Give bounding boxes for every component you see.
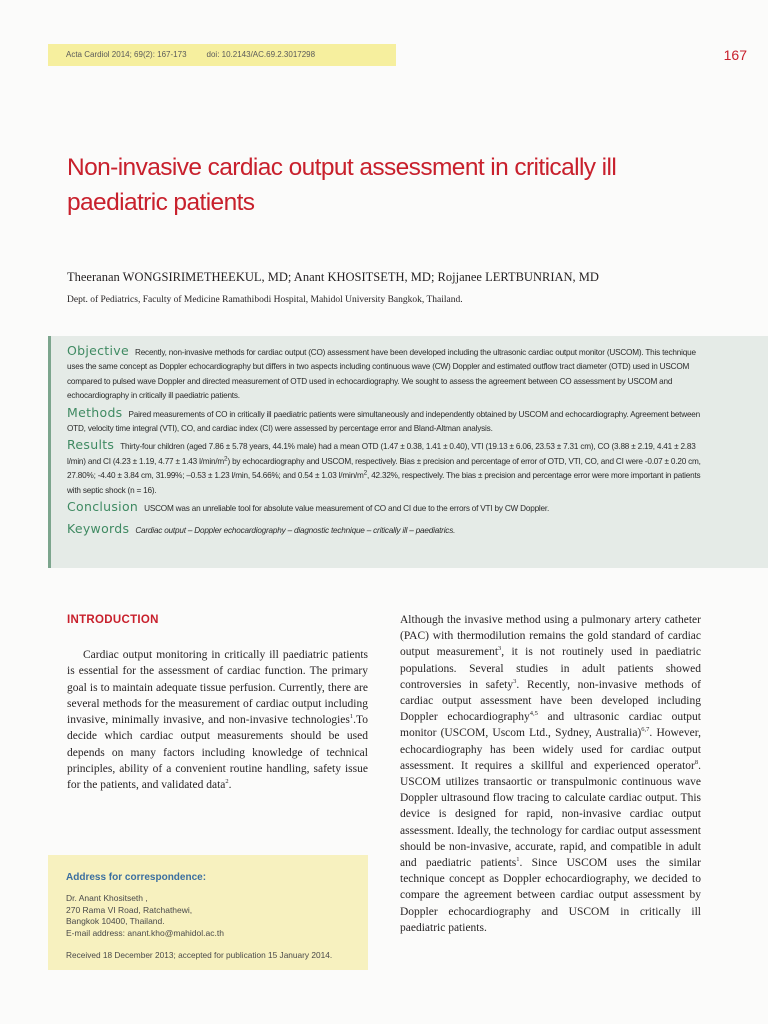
- introduction-left-column: [67, 647, 368, 794]
- results-superscript-2: 2: [363, 469, 368, 477]
- results-heading: Results: [67, 437, 115, 453]
- introduction-text: Cardiac output monitoring in critically ill paediatric patients is essential for the assessment of cardiac function. The primary goal is to maintain adequate tissue perfusion. Currently, there are several methods for the measurement of cardiac output including invasive, minimally invasive, and non-invasive technologies: [67, 649, 368, 727]
- abstract-content: [67, 344, 703, 541]
- results-text-2: ) by echocardiography and USCOM, respectively. Bias ± precision and percentage of error of OTD, VTI, CO, and CI were -0.07 ± 0.20 cm, 27.80%; -4.40 ± 3.84 cm, 31.99%; –0.53 ± 1.23 l/min, 54.66%; and 0.54 ± 1.03 l/min/m: [67, 456, 701, 481]
- reference-marker[interactable]: 3: [513, 677, 517, 685]
- introduction-text: . However, echocardiography has been widely used for cardiac output assessment. It requires a skillful and experienced operator: [400, 727, 702, 772]
- author-list: Theeranan WONGSIRIMETHEEKUL, MD; Anant KHOSITSETH, MD; Rojjanee LERTBUNRIAN, MD: [67, 270, 599, 284]
- correspondence-street: 270 Rama VI Road, Ratchathewi,: [66, 904, 193, 915]
- article-title: Non-invasive cardiac output assessment in critically ill paediatric patients: [67, 154, 617, 216]
- reference-marker[interactable]: 3: [498, 645, 502, 653]
- methods-heading: Methods: [67, 404, 123, 420]
- results-text-3: , 42.32%, respectively. The bias ± precision and percentage error were more important in patients with septic shock (n = 16).: [67, 471, 701, 495]
- reference-marker[interactable]: 2: [225, 778, 229, 786]
- correspondence-email[interactable]: E-mail address: anant.kho@mahidol.ac.th: [66, 927, 224, 938]
- author-affiliation: Dept. of Pediatrics, Faculty of Medicine Ramathibodi Hospital, Mahidol University Bangkok, Thailand.: [67, 295, 463, 305]
- introduction-text: . Recently, non-invasive methods of cardiac output assessment have been developed including Doppler echocardiography: [400, 678, 701, 724]
- correspondence-address: [66, 893, 366, 939]
- journal-reference: [66, 50, 315, 59]
- objective-heading: Objective: [67, 343, 129, 358]
- received-date: Received 18 December 2013; accepted for publication 15 January 2014.: [66, 950, 333, 960]
- abstract-box: [48, 336, 768, 568]
- correspondence-city: Bangkok 10400, Thailand.: [66, 916, 165, 926]
- methods-text: Paired measurements of CO in critically ill paediatric patients were simultaneously and independently obtained by USCOM and echocardiography. Agreement between OTD, velocity time integral (VTI), CO, and cardiac index (CI) were assessed by percentage error and Bland-Altman analysis.: [67, 409, 701, 434]
- correspondence-box: [48, 855, 368, 970]
- introduction-text: .To decide which cardiac output measurements should be used depends on many factors including knowledge of technical principles, ability of a convenient routine handling, safety issue for the patients, and validated data: [67, 714, 368, 792]
- abstract-methods: [67, 406, 703, 437]
- introduction-text: .: [228, 779, 232, 792]
- doi-link[interactable]: doi: 10.2143/AC.69.2.3017298: [206, 50, 316, 59]
- keywords-text: Cardiac output – Doppler echocardiography – diagnostic technique – critically ill – paediatrics.: [135, 526, 456, 536]
- correspondence-heading: Address for correspondence:: [66, 872, 207, 883]
- abstract-keywords: [67, 522, 703, 538]
- reference-marker[interactable]: 1: [349, 713, 354, 721]
- keywords-heading: Keywords: [67, 521, 130, 537]
- introduction-text: Although the invasive method using a pulmonary artery catheter (PAC) with thermodilution remains the gold standard of cardiac output measurement: [400, 614, 701, 659]
- results-superscript-1: 2: [224, 455, 228, 463]
- reference-marker[interactable]: 6,7: [641, 726, 650, 734]
- correspondence-name: Dr. Anant Khositseth ,: [66, 893, 148, 903]
- abstract-objective: [67, 344, 703, 404]
- introduction-text: and ultrasonic cardiac output monitor (USCOM, Uscom Ltd., Sydney, Australia): [400, 711, 701, 740]
- reference-marker[interactable]: 1: [516, 856, 520, 864]
- introduction-paragraph: [67, 647, 368, 794]
- introduction-right-column: [400, 612, 701, 936]
- reference-marker[interactable]: 8: [694, 759, 699, 766]
- introduction-text: , it is not routinely used in paediatric populations. Several studies in adult patients showed controversies in safety: [400, 646, 701, 691]
- conclusion-text: USCOM was an unreliable tool for absolute value measurement of CO and CI due to the errors of VTI by CW Doppler.: [144, 504, 550, 514]
- journal-citation: Acta Cardiol 2014; 69(2): 167-173: [66, 50, 187, 59]
- conclusion-heading: Conclusion: [67, 499, 139, 515]
- page-number: 167: [723, 47, 747, 63]
- reference-marker[interactable]: 4,5: [529, 710, 538, 718]
- objective-text: Recently, non-invasive methods for cardiac output (CO) assessment have been developed including the ultrasonic cardiac output monitor (USCOM). This technique uses the same concept as Doppler echocardiography but differs in two aspects including continuous wave (CW) Doppler and estimated outflow tract diameter (OTD) used in USCOM compared to pulsed wave Doppler and directed measurement of OTD used in echocardiography. We sought to assess the agreement between CO assessment by USCOM and echocardiography in critically ill paediatric patients.: [67, 348, 696, 401]
- introduction-paragraph: [400, 612, 701, 936]
- abstract-results: [67, 438, 703, 498]
- abstract-conclusion: [67, 500, 703, 516]
- introduction-heading: INTRODUCTION: [67, 614, 159, 626]
- introduction-text: . USCOM utilizes transaortic or transpulmonic continuous wave Doppler ultrasound flow tracing to calculate cardiac output. This device is designed for rapid, non-invasive cardiac output assessment. Ideally, the technology for cardiac output assessment should be non-invasive, accurate, rapid, and compatible in adult and paediatric patients: [400, 759, 701, 870]
- results-text-1: Thirty-four children (aged 7.86 ± 5.78 years, 44.1% male) had a mean OTD (1.47 ± 0.38, 1.41 ± 0.40), VTI (19.13 ± 6.06, 23.53 ± 7.31 cm), CO (3.88 ± 2.19, 4.41 ± 2.83 l/min) and CI (4.23 ± 1.19, 4.77 ± 1.43 l/min/m: [67, 442, 696, 466]
- introduction-text: . Since USCOM uses the similar technique concept as Doppler echocardiography, we decided to compare the agreement between cardiac output assessment by Doppler echocardiography and USCOM in critically ill paediatric patients.: [400, 857, 701, 934]
